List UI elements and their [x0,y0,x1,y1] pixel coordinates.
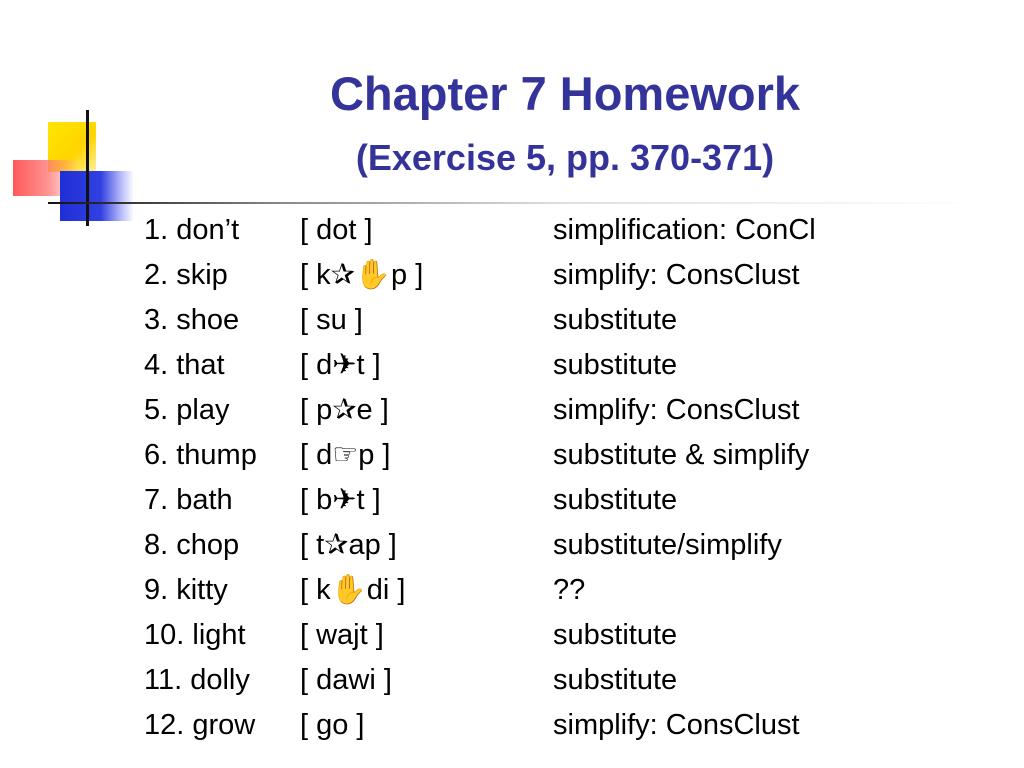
item-word: 8. chop [144,529,240,561]
item-transcription: [ k✋di ] [300,574,406,606]
list-item [144,705,1004,750]
item-word: 12. grow [144,709,256,741]
item-word: 11. dolly [144,664,250,696]
list-item [144,255,1004,300]
item-word: 5. play [144,394,230,426]
item-word: 9. kitty [144,574,228,606]
item-process: substitute [553,349,678,381]
item-transcription: [ d✈t ] [300,349,381,381]
item-process: simplify: ConsClust [553,259,800,291]
item-transcription: [ dot ] [300,214,373,246]
item-word: 10. light [144,619,246,651]
item-word: 7. bath [144,484,233,516]
list-item [144,570,1004,615]
title-divider-line [48,202,978,204]
item-process: substitute [553,484,678,516]
list-item [144,210,1004,255]
item-transcription: [ k✰✋p ] [300,259,424,291]
item-transcription: [ t✰ap ] [300,529,397,561]
item-process: substitute [553,664,678,696]
list-item [144,480,1004,525]
item-word: 2. skip [144,259,228,291]
list-item [144,525,1004,570]
item-transcription: [ dawi ] [300,664,392,696]
item-word: 4. that [144,349,225,381]
list-item [144,615,1004,660]
slide-title: Chapter 7 Homework [329,67,801,120]
item-word: 1. don’t [144,214,240,246]
item-process: substitute [553,619,678,651]
item-process: substitute & simplify [553,439,810,471]
item-process: substitute [553,304,678,336]
item-process: ?? [553,574,586,606]
list-item [144,390,1004,435]
item-process: simplification: ConCl [553,214,816,246]
list-item [144,660,1004,705]
item-word: 6. thump [144,439,257,471]
item-transcription: [ go ] [300,709,365,741]
item-word: 3. shoe [144,304,240,336]
list-item [144,435,1004,480]
item-process: simplify: ConsClust [553,709,800,741]
list-item [144,345,1004,390]
slide-subtitle: (Exercise 5, pp. 370-371) [355,137,775,178]
list-item [144,300,1004,345]
item-process: simplify: ConsClust [553,394,800,426]
item-process: substitute/simplify [553,529,782,561]
item-transcription: [ su ] [300,304,363,336]
item-transcription: [ b✈t ] [300,484,381,516]
item-transcription: [ d☞p ] [300,439,391,471]
decorative-vertical-line [86,110,89,226]
homework-list [144,210,1004,750]
item-transcription: [ p✰e ] [300,394,389,426]
item-transcription: [ wajt ] [300,619,384,651]
